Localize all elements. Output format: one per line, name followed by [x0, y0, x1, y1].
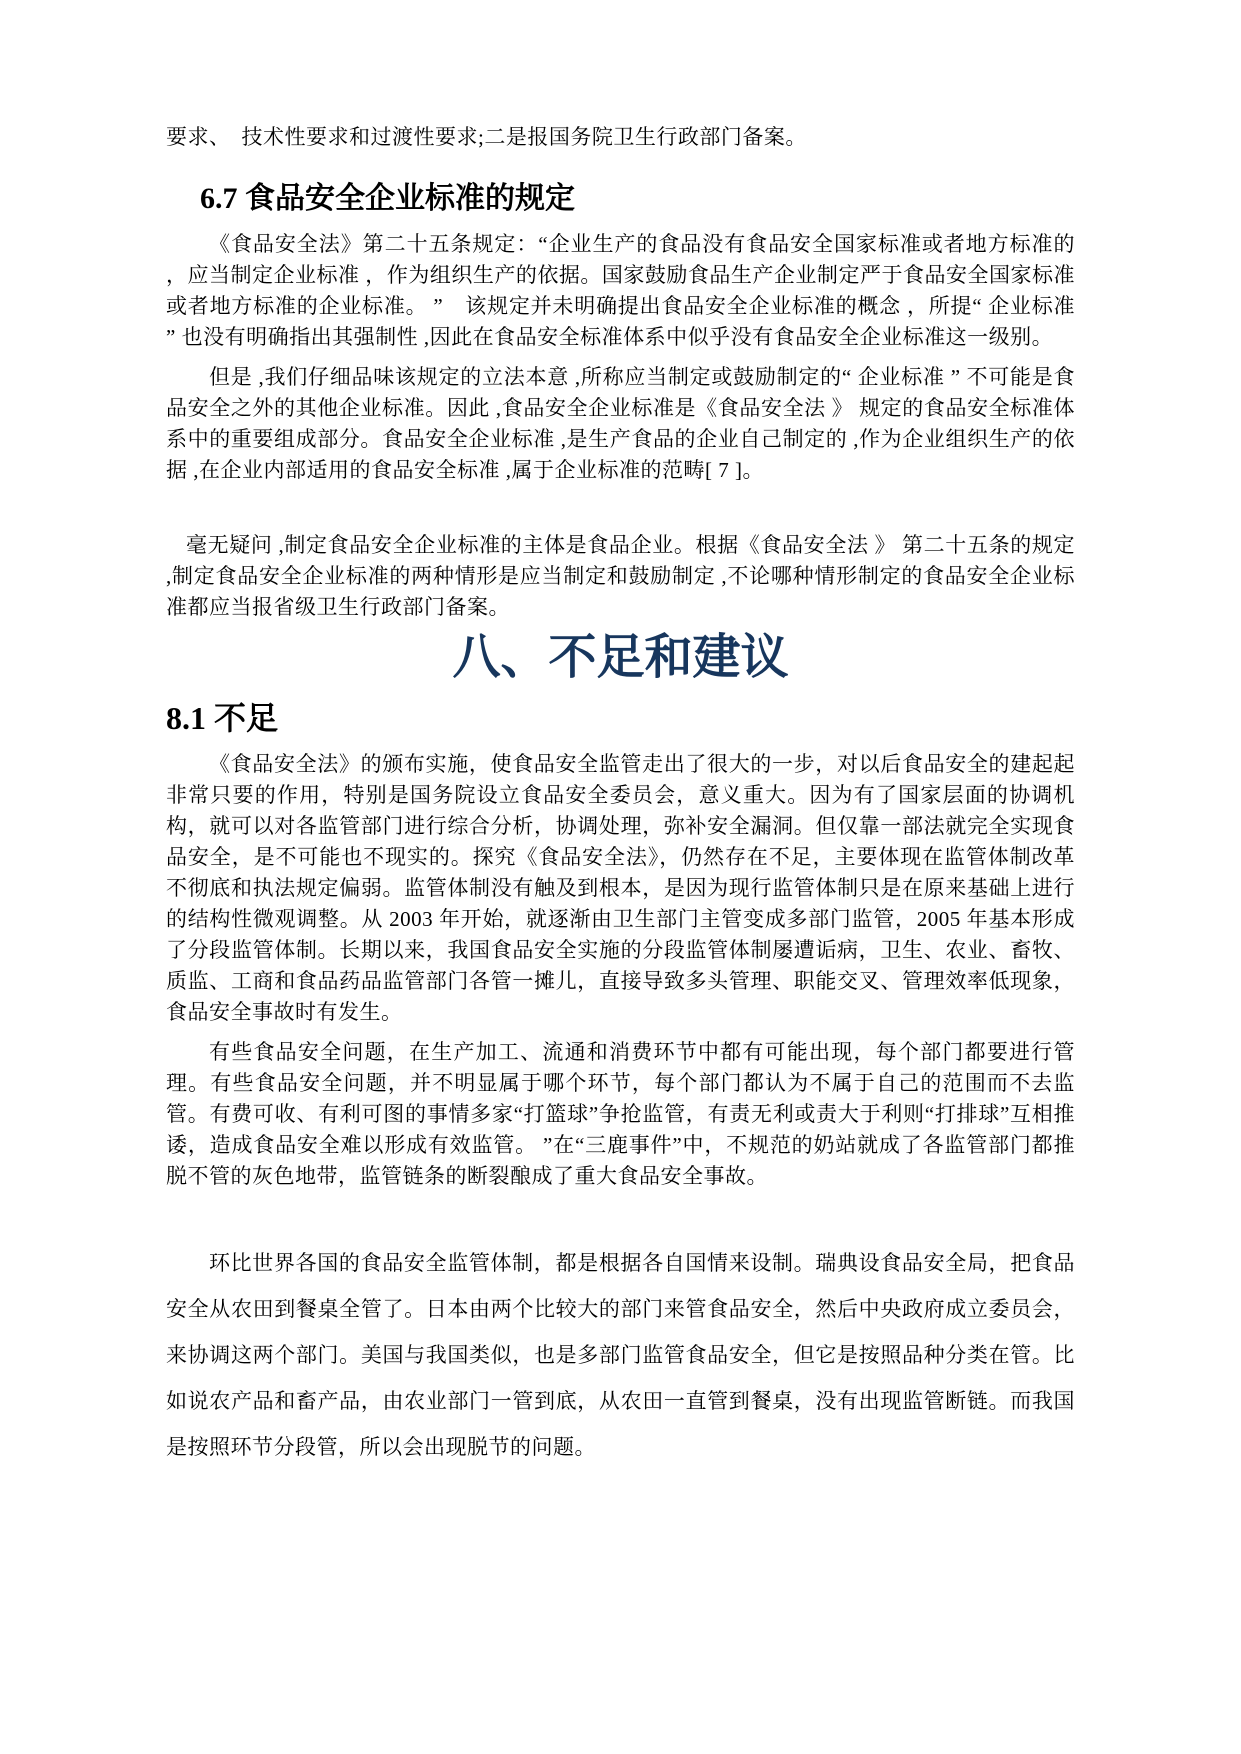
section-6-7-heading: 6.7 食品安全企业标准的规定 — [200, 182, 575, 215]
section-8-1-paragraph-2: 有些食品安全问题，在生产加工、流通和消费环节中都有可能出现，每个部门都要进行管理。有些食品安全问题，并不明显属于哪个环节，每个部门都认为不属于自己的范围而不去监管。有费可收、有利可图的事情多家“打篮球”争抢监管，有责无利或责大于利则“打排球”互相推诿，造成食品安全难以形成有效监管。 ”在“三鹿事件”中，不规范的奶站就成了各监管部门都推脱不管的灰色地带，监管链条的断裂酿成了重大食品安全事故。 — [166, 1040, 1075, 1188]
intro-line: 要求、 技术性要求和过渡性要求;二是报国务院卫生行政部门备案。 — [166, 125, 807, 149]
section-8-1-paragraph-1: 《食品安全法》的颁布实施，使食品安全监管走出了很大的一步，对以后食品安全的建起起非常只要的作用，特别是国务院设立食品安全委员会，意义重大。因为有了国家层面的协调机构，就可以对各监管部门进行综合分析，协调处理，弥补安全漏洞。但仅靠一部法就完全实现食品安全，是不可能也不现实的。探究《食品安全法》，仍然存在不足，主要体现在监管体制改革不彻底和执法规定偏弱。监管体制没有触及到根本，是因为现行监管体制只是在原来基础上进行的结构性微观调整。从 2003 年开始，就逐渐由卫生部门主管变成多部门监管，2005 年基本形成了分段监管体制。长期以来，我国食品安全实施的分段监管体制屡遭诟病，卫生、农业、畜牧、质监、工商和食品药品监管部门各管一摊儿，直接导致多头管理、职能交叉、管理效率低现象，食品安全事故时有发生。 — [166, 752, 1075, 1024]
section-6-7-paragraph-3: 毫无疑问 ,制定食品安全企业标准的主体是食品企业。根据《食品安全法 》 第二十五条的规定 ,制定食品安全企业标准的两种情形是应当制定和鼓励制定 ,不论哪种情形制定的食品安全企业标准都应当报省级卫生行政部门备案。 — [166, 533, 1075, 619]
section-6-7-paragraph-2: 但是 ,我们仔细品味该规定的立法本意 ,所称应当制定或鼓励制定的“ 企业标准 ” 不可能是食品安全之外的其他企业标准。因此 ,食品安全企业标准是《食品安全法 》 规定的食品安全标准体系中的重要组成部分。食品安全企业标准 ,是生产食品的企业自己制定的 ,作为企业组织生产的依据 ,在企业内部适用的食品安全标准 ,属于企业标准的范畴[ 7 ]。 — [166, 365, 1075, 482]
chapter-8-heading: 八、不足和建议 — [452, 631, 789, 684]
section-8-1-heading: 8.1 不足 — [166, 700, 279, 736]
section-6-7-paragraph-1: 《食品安全法》第二十五条规定：“企业生产的食品没有食品安全国家标准或者地方标准的 ，应当制定企业标准 ，作为组织生产的依据。国家鼓励食品生产企业制定严于食品安全国家标准或者地方标准的企业标准。 ” 该规定并未明确提出食品安全企业标准的概念 ，所提“ 企业标准 ” 也没有明确指出其强制性 ,因此在食品安全标准体系中似乎没有食品安全企业标准这一级别。 — [166, 232, 1075, 349]
section-8-1-paragraph-3: 环比世界各国的食品安全监管体制，都是根据各自国情来设制。瑞典设食品安全局，把食品安全从农田到餐桌全管了。日本由两个比较大的部门来管食品安全，然后中央政府成立委员会，来协调这两个部门。美国与我国类似，也是多部门监管食品安全，但它是按照品种分类在管。比如说农产品和畜产品，由农业部门一管到底，从农田一直管到餐桌，没有出现监管断链。而我国是按照环节分段管，所以会出现脱节的问题。 — [166, 1251, 1075, 1459]
